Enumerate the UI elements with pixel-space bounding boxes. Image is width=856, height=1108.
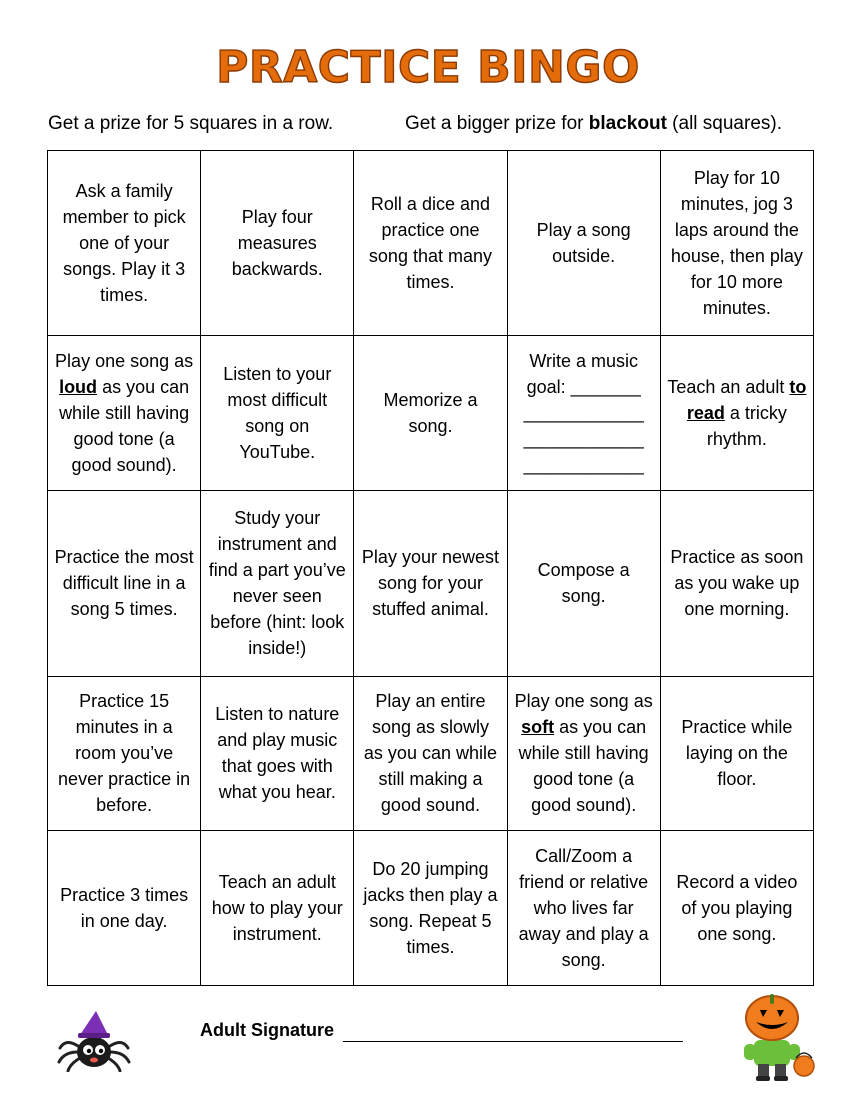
bingo-square[interactable]: Play for 10 minutes, jog 3 laps around the house, then play for 10 more minutes.	[660, 151, 813, 336]
square-emphasis: soft	[521, 717, 555, 738]
bingo-square[interactable]: Practice the most difficult line in a song 5 times.	[48, 491, 201, 676]
bingo-square[interactable]: Compose a song.	[507, 491, 660, 676]
bingo-grid	[47, 150, 814, 986]
bingo-square[interactable]: Record a video of you playing one song.	[660, 831, 813, 986]
bingo-row	[48, 676, 814, 831]
bingo-row	[48, 491, 814, 676]
bingo-square[interactable]: Listen to nature and play music that goes with what you hear.	[201, 676, 354, 831]
bingo-square[interactable]: Listen to your most difficult song on YouTube.	[201, 336, 354, 491]
spider-with-witch-hat-icon	[56, 1008, 132, 1072]
page-title: PRACTICE BINGO	[216, 42, 640, 93]
square-text: Play one song as	[55, 351, 194, 372]
bingo-square[interactable]	[507, 676, 660, 831]
bingo-square[interactable]: Do 20 jumping jacks then play a song. Repeat 5 times.	[354, 831, 507, 986]
square-text: as you can while still having good tone (a good sound).	[518, 717, 649, 816]
bingo-square[interactable]: Practice while laying on the floor.	[660, 676, 813, 831]
bingo-square[interactable]: Practice as soon as you wake up one morning.	[660, 491, 813, 676]
square-text: Play one song as	[514, 691, 653, 712]
square-text: Teach an adult	[667, 377, 790, 398]
bingo-square[interactable]: Roll a dice and practice one song that many times.	[354, 151, 507, 336]
bingo-row	[48, 831, 814, 986]
bingo-square[interactable]: Practice 3 times in one day.	[48, 831, 201, 986]
bingo-square[interactable]: Call/Zoom a friend or relative who lives far away and play a song.	[507, 831, 660, 986]
square-emphasis: loud	[59, 377, 98, 398]
bingo-row	[48, 151, 814, 336]
bingo-row	[48, 336, 814, 491]
bingo-square[interactable]: Memorize a song.	[354, 336, 507, 491]
bingo-square[interactable]	[660, 336, 813, 491]
bingo-square[interactable]: Play an entire song as slowly as you can while still making a good sound.	[354, 676, 507, 831]
bingo-square[interactable]: Play four measures backwards.	[201, 151, 354, 336]
bingo-square[interactable]: Teach an adult how to play your instrument.	[201, 831, 354, 986]
subtitle-blackout-pre: Get a bigger prize for	[405, 113, 589, 134]
bingo-square[interactable]: Study your instrument and find a part you’ve never seen before (hint: look inside!)	[201, 491, 354, 676]
pumpkin-kid-costume-icon	[732, 992, 818, 1082]
square-text: a tricky rhythm.	[706, 403, 787, 450]
bingo-square[interactable]: Play your newest song for your stuffed animal.	[354, 491, 507, 676]
subtitle-blackout-bold: blackout	[588, 113, 667, 134]
square-emphasis: to read	[686, 377, 807, 424]
bingo-square[interactable]: Ask a family member to pick one of your songs. Play it 3 times.	[48, 151, 201, 336]
bingo-square[interactable]	[48, 336, 201, 491]
bingo-square[interactable]: Write a music goal: _______ ____________ ____________ ____________	[507, 336, 660, 491]
subtitle-blackout-prize	[405, 113, 782, 135]
subtitle-row-prize: Get a prize for 5 squares in a row.	[48, 113, 334, 134]
adult-signature-line[interactable]	[343, 1041, 683, 1042]
bingo-square[interactable]: Practice 15 minutes in a room you’ve never practice in before.	[48, 676, 201, 831]
subtitle-blackout-post: (all squares).	[666, 113, 782, 134]
adult-signature-label: Adult Signature	[200, 1020, 334, 1040]
square-text: as you can while still having good tone (a good sound).	[59, 377, 190, 476]
bingo-square[interactable]: Play a song outside.	[507, 151, 660, 336]
